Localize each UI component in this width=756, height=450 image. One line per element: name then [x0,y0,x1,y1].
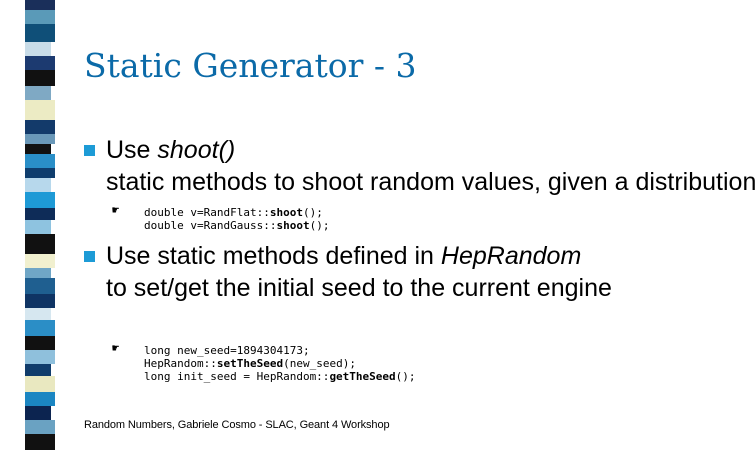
pointing-hand-icon: ☛ [112,203,120,217]
bullet-square-icon [84,145,95,156]
code-block-seed [112,341,416,383]
pointing-hand-icon: ☛ [112,341,120,355]
bullet-square-icon [84,251,95,262]
slide-title: Static Generator - 3 [84,46,417,85]
decorative-stripe [25,0,55,450]
bullet-text: Use shoot() static methods to shoot random values, given a distribution [106,136,756,196]
bullet-shoot-methods [84,134,756,198]
code-lines: double v=RandFlat::shoot(); double v=RandGauss::shoot(); [144,206,330,232]
slide-footer: Random Numbers, Gabriele Cosmo - SLAC, Geant 4 Workshop [84,419,390,431]
bullet-text: Use static methods defined in HepRandom to set/get the initial seed to the current engine [106,242,612,302]
bullet-seed-methods [84,240,612,304]
code-lines: long new_seed=1894304173; HepRandom::setTheSeed(new_seed); long init_seed = HepRandom::getTheSeed(); [144,344,416,383]
code-block-shoot [112,203,330,232]
